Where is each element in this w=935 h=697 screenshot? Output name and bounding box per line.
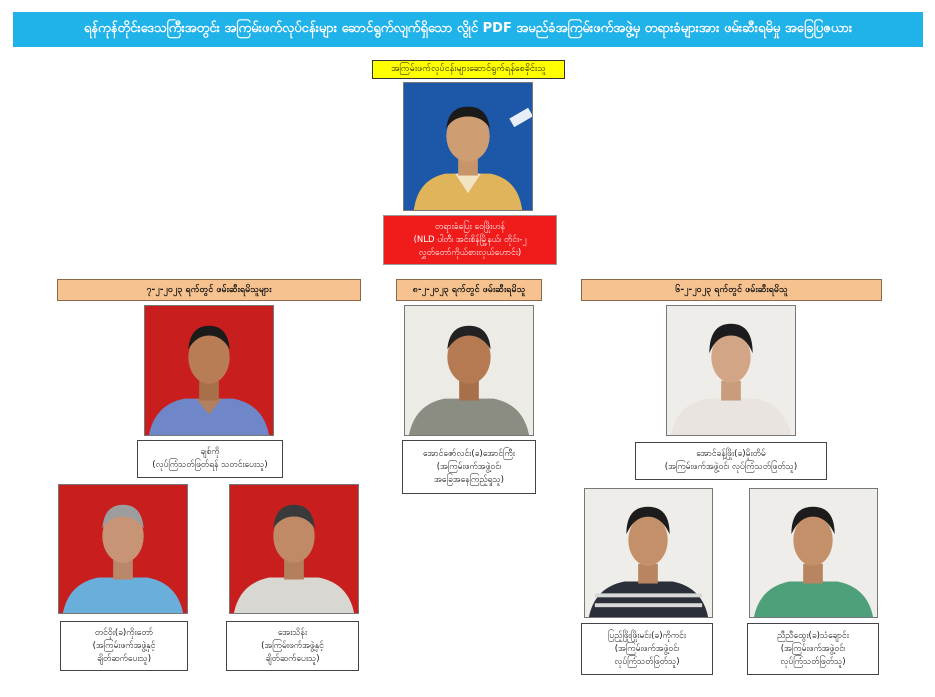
suspect-caption: [60, 621, 188, 671]
suspect-name: ညီညီထွေး(ခ)သံချောင်း: [777, 630, 849, 641]
suspect-photo: [404, 305, 534, 436]
suspect-role: (အကြမ်းဖက်အဖွဲ့ဝင်၊: [436, 461, 502, 472]
suspect-role: (အကြမ်းဖက်အဖွဲ့ဝင်၊: [614, 643, 680, 654]
leader-photo: [403, 82, 533, 211]
suspect-caption: [137, 440, 283, 478]
group-label-6-feb: ၆-၂-၂၀၂၃ ရက်တွင် ဖမ်းဆီးရမိသူ: [581, 279, 882, 301]
leader-name: တရားခံပြေး ဝေဖြိုးဟန်: [434, 221, 506, 232]
suspect-role-cont: ချိတ်ဆက်ပေးသူ): [96, 653, 152, 664]
suspect-name: အောင်ခန့်ဖြိုး(ခ)မိုးတိမ်: [696, 449, 766, 459]
leader-role-label: အကြမ်းဖက်လုပ်ငန်းများဆောင်ရွက်ရန်စေခိုင်းသူ: [372, 60, 565, 79]
suspect-caption: [226, 621, 359, 671]
suspect-role: (အကြမ်းဖက်အဖွဲ့နှင့်: [261, 640, 324, 651]
suspect-name: တင်ဝိုး(ခ)ကိုးတော်: [94, 627, 154, 638]
suspect-role: (လုပ်ကြံသတ်ဖြတ်ရန် သတင်းပေးသူ): [152, 460, 268, 470]
suspect-role: (အကြမ်းဖက်အဖွဲ့ဝင်၊: [780, 643, 846, 654]
suspect-photo: [749, 488, 878, 618]
suspect-caption: [402, 440, 536, 494]
suspect-role-cont: အခြေအနေကြည့်ရှုသူ): [434, 474, 504, 485]
suspect-role-cont: လုပ်ကြံသတ်ဖြတ်သူ): [614, 656, 680, 667]
suspect-name: ချစ်ကို: [200, 447, 220, 457]
suspect-name: ပြည့်ဖြိုးဖြိုးမင်း(ခ)ကိုကင်း: [607, 630, 687, 641]
leader-affiliation: (NLD ပါတီ၊ အင်းစိန်မြို့နယ်၊ တိုင်း-၂: [413, 234, 527, 245]
group-label-7-feb: ၇-၂-၂၀၂၃ ရက်တွင် ဖမ်းဆီးရမိသူများ: [57, 279, 361, 301]
page-title: ရန်ကုန်တိုင်းဒေသကြီးအတွင်း အကြမ်းဖက်လုပ်ငန်းများ ဆောင်ရွက်လျက်ရှိသော လွိုင် PDF အမည်ခံအကြမ်းဖက်အဖွဲ့မှ တရားခံများအား ဖမ်းဆီးရမိမှု အခြေပြဇယား: [13, 12, 923, 47]
suspect-photo: [666, 305, 796, 436]
suspect-photo: [229, 484, 359, 614]
suspect-caption: [747, 623, 879, 675]
suspect-photo: [58, 484, 188, 614]
leader-info-box: [383, 215, 557, 265]
suspect-role-cont: လုပ်ကြံသတ်ဖြတ်သူ): [780, 656, 846, 667]
suspect-photo: [144, 305, 274, 436]
suspect-name: အေးသိန်း: [277, 627, 308, 638]
suspect-role: (အကြမ်းဖက်အဖွဲ့ဝင်၊ လုပ်ကြံသတ်ဖြတ်သူ): [664, 462, 798, 472]
suspect-caption: [581, 623, 713, 675]
leader-position: လွှတ်တော်ကိုယ်စားလှယ်ဟောင်း): [418, 247, 522, 258]
suspect-role-cont: ချိတ်ဆက်ပေးသူ): [265, 653, 320, 664]
suspect-name: အောင်ဇော်လင်း(ခ)အောင်ကြီး: [423, 448, 515, 459]
suspect-photo: [584, 488, 713, 618]
group-label-8-feb: ၈-၂-၂၀၂၃ ရက်တွင် ဖမ်းဆီးရမိသူ: [396, 279, 542, 301]
suspect-caption: [635, 442, 827, 480]
suspect-role: (အကြမ်းဖက်အဖွဲ့နှင့်: [92, 640, 156, 651]
